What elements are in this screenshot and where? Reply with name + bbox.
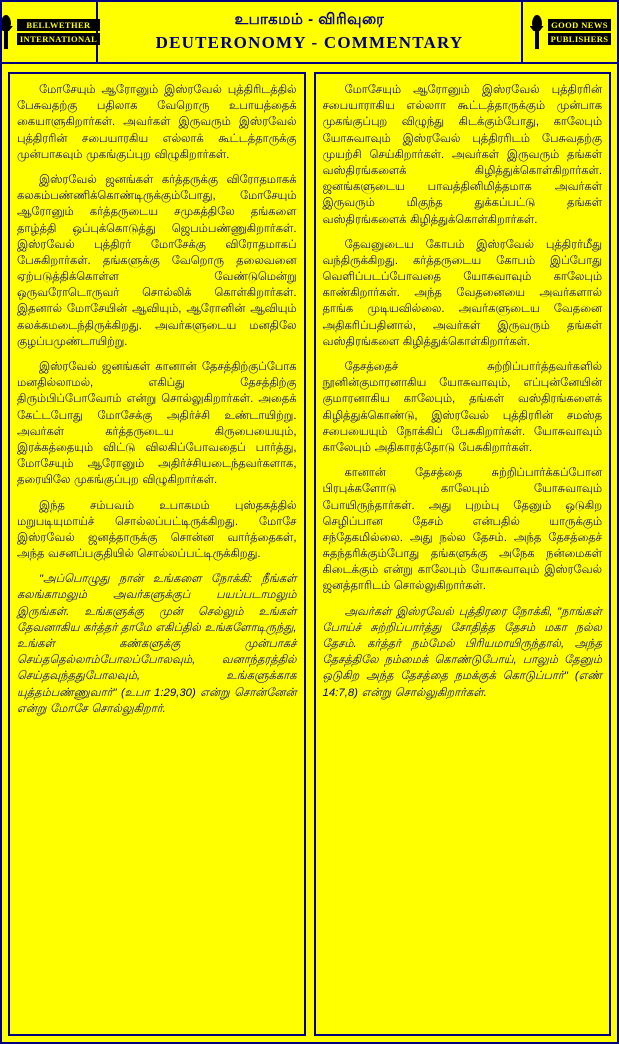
commentary-paragraph: "அப்பொழுது நான் உங்களை நோக்கி: நீங்கள் கலங்காமலும் அவர்களுக்குப் பயப்படாமலும் இருங்கள். உங்களுக்கு முன் செல்லும் உங்கள் தேவனாகிய கர்த்தர் தாமே எகிப்தில் உங்களோடிருந்து, உங்கள் கண்களுக்கு முன்பாகச் செய்ததெல்லாம்போலப்போலவும், வனாந்தரத்தில் செய்தவுந்ததுபோலவும், உங்களுக்காக யுத்தம்பண்ணுவார்" (உபா 1:29,30) என்று சொன்னேன் என்று மோசே சொல்லுகிறார். xyxy=(17,573,297,715)
logo-left-row xyxy=(4,15,98,49)
page-title-english: DEUTERONOMY - COMMENTARY xyxy=(155,33,464,52)
commentary-paragraph: அவர்கள் இஸ்ரவேல் புத்திரரை நோக்கி, "நாங்கள் போய்ச் சுற்றிப்பார்த்து சோதித்த தேசம் மகா நல்ல தேசம். கர்த்தர் நம்மேல் பிரியமாயிருந்தால், அந்த தேசத்திலே நம்மைக் கொண்டுபோய், பாலும் தேனும் ஒடுகிற அந்த தேசத்தை நமக்குக் கொடுப்பார்" (எண் 14:7,8) என்று சொல்லுகிறார்கள். xyxy=(322,605,602,699)
logo-right-words xyxy=(548,19,612,45)
logo-left-line2: INTERNATIONAL xyxy=(17,33,100,45)
logo-left-line1: BELLWETHER xyxy=(17,19,100,31)
publisher-logo-right xyxy=(521,2,617,62)
torch-icon xyxy=(529,15,545,49)
body-area xyxy=(2,64,617,1042)
logo-right-row xyxy=(525,15,615,49)
torch-icon xyxy=(0,15,14,49)
commentary-paragraph: மோசேயும் ஆரோனும் இஸ்ரவேல் புத்திரிடத்தில் பேசுவதற்கு பதிலாக வேறொரு உபாயத்தைக் கையாளுகிறார்கள். அவர்கள் இருவரும் இஸ்ரவேல் புத்திரரின் சபையாரகிய எல்லாக் கூட்டத்தாருக்கு முன்பாகவும் முகங்குப்புற விழுகிறார்கள். xyxy=(17,84,297,161)
commentary-paragraph: கானான் தேசத்தை சுற்றிப்பார்க்கப்போன பிரபுக்களோடு காலேபும் யோசுவாவும் போயிருந்தார்கள். அது புறம்பு தேனும் ஒடுகிற செழிப்பான தேசம் என்பதில் யாருக்கும் சந்தேகமில்லை. அது நல்ல தேசம். அந்த தேசத்தைச் சுதந்தரிக்கும்போது தங்களுக்கு அநேக நன்மைகள் கிடைக்கும் என்று காலேபும் யோசுவாவும் இஸ்ரவேல் ஜனத்தாரிடம் சொல்லுகிறார்கள். xyxy=(322,467,602,593)
commentary-paragraph: இந்த சம்பவம் உபாகமம் புஸ்தகத்தில் மறுபடியுமாய்ச் சொல்லப்பட்டிருக்கிறது. மோசே இஸ்ரவேல் ஜனத்தாருக்கு சொன்ன வார்த்தைகள், அந்த வசனப்பகுதியில் சொல்லப்பட்டிருக்கிறது. xyxy=(17,499,297,561)
logo-right-line2: PUBLISHERS xyxy=(548,33,612,45)
commentary-paragraph: தேவனுடைய கோபம் இஸ்ரவேல் புத்திரர்மீது வந்திருக்கிறது. கர்த்தருடைய கோபம் இப்போது வெளிப்படப்போவதை யோசுவாவும் காலேபும் காண்கிறார்கள். அந்த வேதனையை அவர்களால் தாங்க முடியவில்லை. அவர்களுடைய வேதனை அதிகரிப்பதினால், அவர்கள் இருவரும் தங்கள் வஸ்திரங்களை கிழித்துக்கொள்கிறார்கள். xyxy=(322,238,602,348)
page-header xyxy=(2,2,617,64)
commentary-paragraph: இஸ்ரவேல் ஜனங்கள் கர்த்தருக்கு விரோதமாகக் கலகம்பண்ணிக்கொண்டிருக்கும்போது, மோசேயும் ஆரோனும் கர்த்தருடைய சமுகத்திலே தங்களை தாழ்த்தி ஒப்புக்கொடுத்து ஜெபம்பண்ணுகிறார்கள். இஸ்ரவேல் புத்திரர் மோசேக்கு விரோதமாகப் பேசுகிறார்கள். தங்களுக்கு வேறொரு தலைவனை ஏற்படுத்திக்கொள்ள வேண்டுமென்று ஒருவரோடொருவர் சொல்லிக் கொள்கிறார்கள். இதனால் மோசேயின் ஆவியும், ஆரோனின் ஆவியும் கலக்கமடைந்திருக்கிறது. அவர்களுடைய மனதிலே குழப்பமுண்டாயிற்று. xyxy=(17,173,297,348)
header-titles xyxy=(98,2,521,62)
logo-left-words xyxy=(17,19,100,45)
logo-right-line1: GOOD NEWS xyxy=(548,19,612,31)
text-column-right xyxy=(314,72,612,1036)
publisher-logo-left xyxy=(2,2,98,62)
commentary-paragraph: இஸ்ரவேல் ஜனங்கள் கானான் தேசத்திற்குப்போக மனதில்லாமல், எகிப்து தேசத்திற்கு திரும்பிப்போவோம் என்று சொல்லுகிறார்கள். அதைக் கேட்டபோது மோசேக்கு அதிர்ச்சி உண்டாயிற்று. அவர்கள் கர்த்தருடைய கிருபையையும், இரக்கத்தையும் விட்டு விலகிப்போவதைப் பார்த்து, மோசேயும் ஆரோனும் அதிர்ச்சியடைந்தவர்களாக, தரையிலே முகங்குப்புற விழுகிறார்கள். xyxy=(17,361,297,487)
page-title-tamil: உபாகமம் - விரிவுரை xyxy=(234,11,385,28)
text-column-left xyxy=(8,72,306,1036)
commentary-paragraph: மோசேயும் ஆரோனும் இஸ்ரவேல் புத்திரரின் சபையாராகிய எல்லாா கூட்டத்தாருக்கும் முன்பாக முகங்குப்புற விழுந்து கிடக்கும்போது, காலேபும் யோசுவாவும் இஸ்ரவேல் புத்திரரிடம் பேசுவதற்கு முயற்சி செய்கிறார்கள். அவர்கள் இருவரும் தங்கள் வஸ்திரங்களைக் கிழித்துக்கொள்கிறார்கள். ஜனங்களுடைய பாவத்தினிமித்தமாக அவர்கள் இருவரும் மிகுந்த துக்கப்பட்டு தங்கள் வஸ்திரங்களைக் கிழித்துக்கொள்கிறார்கள். xyxy=(322,84,602,226)
commentary-paragraph: தேசத்தைச் சுற்றிப்பார்த்தவர்களில் நூனின்குமாரனாகிய யோசுவாவும், எப்புன்னேயின் குமாரனாகிய காலேபும், தங்கள் வஸ்திரங்களைக் கிழித்துக்கொண்டு, இஸ்ரவேல் புத்திரரின் சமஸ்த சபையையும் நோக்கிப் பேசுகிறார்கள். யோசுவாவும் காலேபும் அதிகாரத்தோடு பேசுகிறார்கள். xyxy=(322,361,602,454)
